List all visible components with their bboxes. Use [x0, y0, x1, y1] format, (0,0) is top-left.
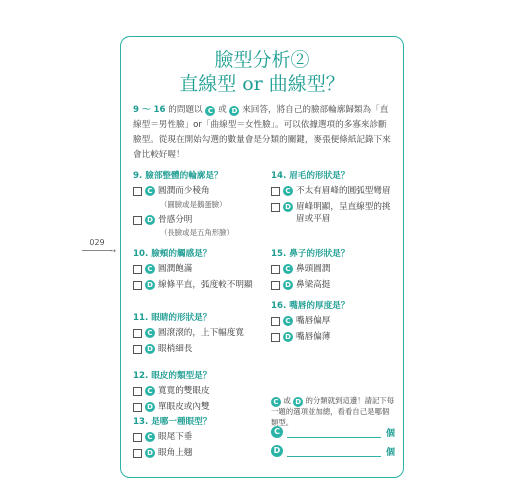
checkbox[interactable]	[133, 387, 142, 396]
checkbox[interactable]	[133, 281, 142, 290]
d-badge-icon: D	[145, 344, 155, 354]
option-label: 線條平直，弧度較不明顯	[158, 279, 253, 290]
question-12	[133, 369, 263, 416]
intro-text-a: 的問題以	[168, 105, 203, 115]
d-badge-icon: D	[293, 397, 303, 407]
question-title: 9. 臉部整體的輪廓是？	[133, 171, 223, 181]
option-label: 骨感分明	[158, 214, 193, 225]
option-label: 眼梢細長	[158, 343, 193, 354]
c-badge-icon: C	[205, 106, 215, 116]
checkbox[interactable]	[133, 433, 142, 442]
question-15	[271, 247, 395, 294]
intro-text	[133, 103, 395, 163]
option-label: 嘴唇偏薄	[296, 331, 331, 342]
tally-d	[271, 445, 395, 459]
d-badge-icon: D	[145, 215, 155, 225]
option-note: （圓臉或是鵝蛋臉）	[160, 199, 227, 209]
tally-c-line[interactable]	[287, 437, 381, 438]
page-number	[82, 238, 116, 255]
question-9	[133, 169, 263, 242]
d-badge-icon: D	[229, 106, 239, 116]
option-d[interactable]	[271, 331, 395, 344]
summary-text: 的分類就到這邊！請記下每一題的選項並加總，看看自己是哪個類型。	[271, 396, 395, 427]
question-16	[271, 299, 395, 346]
question-11	[133, 311, 263, 358]
summary-or: 或	[283, 396, 291, 405]
c-badge-icon: C	[145, 386, 155, 396]
question-title: 12. 眼皮的類型是？	[133, 371, 212, 381]
question-14	[271, 169, 395, 229]
option-label: 眼角上翹	[158, 447, 193, 458]
c-badge-icon: C	[283, 316, 293, 326]
checkbox[interactable]	[133, 216, 142, 225]
tally-c	[271, 426, 395, 440]
intro-text-b: 來回答，將自己的臉部輪廓歸類為「直線型＝男性臉」or「曲線型＝女性臉」。可以依據選項的多寡來診斷臉型。從現在開始勾選的數量會是分類的關鍵，麥張便條紙記錄下來會比較好喔！	[133, 105, 391, 160]
c-badge-icon: C	[283, 264, 293, 274]
checkbox[interactable]	[271, 333, 280, 342]
option-note: （長臉或是五角形臉）	[160, 228, 234, 237]
checkbox[interactable]	[133, 265, 142, 274]
option-label: 圓潤飽滿	[158, 264, 193, 274]
option-d[interactable]	[133, 343, 263, 356]
c-badge-icon: C	[283, 186, 293, 196]
option-label: 圓滾滾的，上下幅度寬	[158, 328, 244, 338]
title-line-1: 臉型分析②	[214, 49, 310, 71]
page-number-rule	[82, 250, 112, 251]
checkbox[interactable]	[271, 281, 280, 290]
checkbox[interactable]	[133, 329, 142, 338]
option-c[interactable]	[271, 185, 395, 198]
question-13	[133, 415, 263, 462]
c-badge-icon: C	[145, 328, 155, 338]
question-title: 15. 鼻子的形狀是？	[271, 249, 350, 259]
checkbox[interactable]	[133, 403, 142, 412]
d-badge-icon: D	[145, 280, 155, 290]
tally-unit: 個	[385, 448, 395, 458]
question-title: 14. 眉毛的形狀是？	[271, 171, 350, 181]
intro-or: 或	[218, 105, 227, 115]
option-d[interactable]	[133, 447, 263, 460]
option-c[interactable]	[133, 185, 263, 198]
quiz-card	[120, 36, 404, 478]
checkbox[interactable]	[271, 317, 280, 326]
question-title: 16. 嘴唇的厚度是？	[271, 301, 350, 311]
option-d[interactable]	[271, 201, 395, 226]
question-title: 10. 臉頰的觸感是？	[133, 249, 212, 259]
option-c[interactable]	[271, 315, 395, 328]
c-badge-icon: C	[145, 264, 155, 274]
option-label: 不太有眉峰的圓弧型彎眉	[296, 186, 391, 196]
option-label: 嘴唇偏厚	[296, 316, 331, 326]
option-c[interactable]	[271, 263, 395, 276]
c-badge-icon: C	[145, 432, 155, 442]
option-label: 圓潤而少稜角	[158, 186, 210, 196]
question-title: 13. 是哪一種眼型？	[133, 417, 212, 427]
page-number-text: 029	[89, 238, 105, 247]
option-d[interactable]	[133, 401, 263, 414]
question-title: 11. 眼睛的形狀是？	[133, 313, 212, 323]
option-c[interactable]	[133, 327, 263, 340]
option-label: 單眼皮或內雙	[158, 401, 210, 412]
d-badge-icon: D	[145, 402, 155, 412]
d-badge-icon: D	[283, 332, 293, 342]
option-label: 鼻頭圓潤	[296, 264, 331, 274]
checkbox[interactable]	[271, 203, 280, 212]
question-10	[133, 247, 263, 294]
title-line-2: 直線型 or 曲線型？	[179, 73, 345, 95]
c-badge-icon: C	[271, 397, 281, 407]
c-badge-icon: C	[145, 186, 155, 196]
d-badge-icon: D	[283, 202, 293, 212]
option-label: 寬寬的雙眼皮	[158, 386, 210, 396]
option-c[interactable]	[133, 431, 263, 444]
option-c[interactable]	[133, 385, 263, 398]
option-d[interactable]	[133, 279, 263, 292]
checkbox[interactable]	[271, 265, 280, 274]
tally-d-line[interactable]	[287, 456, 381, 457]
intro-range: 9 ～ 16	[133, 105, 166, 115]
checkbox[interactable]	[271, 187, 280, 196]
checkbox[interactable]	[133, 187, 142, 196]
option-label: 鼻梁高挺	[296, 279, 331, 290]
summary-note	[271, 396, 395, 428]
arrow-right-icon: →	[110, 247, 116, 255]
option-label: 眼尾下垂	[158, 432, 193, 442]
option-d[interactable]	[271, 279, 395, 292]
option-d[interactable]	[133, 214, 263, 227]
d-badge-icon: D	[283, 280, 293, 290]
d-badge-icon: D	[145, 448, 155, 458]
option-c[interactable]	[133, 263, 263, 276]
checkbox[interactable]	[133, 449, 142, 458]
option-label: 眉峰明顯，呈直線型的挑眉或平眉	[296, 201, 391, 224]
tally-unit: 個	[385, 429, 395, 439]
checkbox[interactable]	[133, 345, 142, 354]
d-badge-icon: D	[271, 445, 283, 457]
c-badge-icon: C	[271, 426, 283, 438]
